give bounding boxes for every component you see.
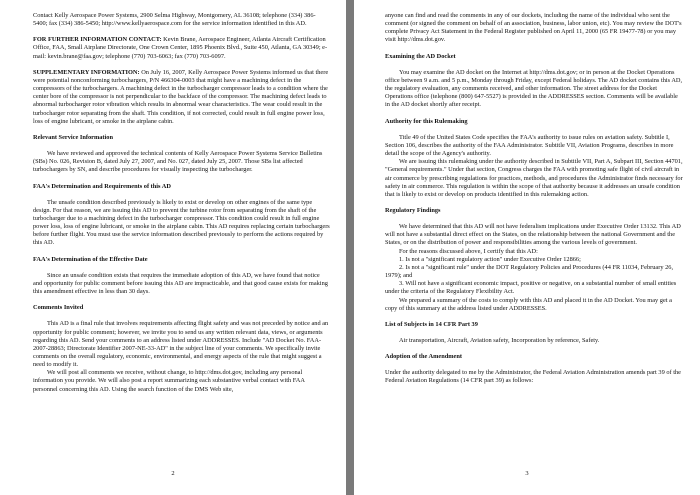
regulatory-item-1: 1. Is not a "significant regulatory action" under Executive Order 12866; — [399, 255, 581, 263]
examining-docket-heading: Examining the AD Docket — [385, 52, 456, 60]
supplementary-text: On July 16, 2007, Kelly Aerospace Power Systems informed us that there were potential nonconforming turbochargers, P/N 466304-0003 that might have a machining defect in the compressors of the turbochargers. A machining defect in the turbocharger compressor leads to a condition where the center bore of the compressor is not perpendicular to the backface of the compressor. The machining defect leads to abnormal turbocharger rotor vibration which results in abnormal wear characteristics. The wear could result in the turbocharger rotor separating from the shaft. This condition, if not corrected, could result in full engine power loss, loss of engine lubricant, or smoke in the airplane cabin. — [33, 68, 329, 125]
page-left-content — [33, 12, 330, 394]
regulatory-item-3: 3. Will not have a significant economic impact, positive or negative, on a substantial number of small entities under the criteria of the Regulatory Flexibility Act. — [385, 280, 677, 296]
subjects-paragraph: Air transportation, Aircraft, Aviation safety, Incorporation by reference, Safety. — [399, 337, 600, 344]
effective-date-paragraph: Since an unsafe condition exists that requires the immediate adoption of this AD, we have found that notice and opportunity for public comment before issuing this AD are impracticable, and that good cause exists for making this amendment effective in less than 30 days. — [33, 271, 328, 296]
page-left — [0, 0, 346, 495]
regulatory-item-2: 2. Is not a "significant rule" under the DOT Regulatory Policies and Procedures (44 FR 11034, February 26, 1979); and — [385, 263, 674, 280]
relevant-service-paragraph: We have reviewed and approved the technical contents of Kelly Aerospace Power Systems Service Bulletins (SBs) No. 026, Revision B, dated July 27, 2007, and No. 027, dated July 25, 2007. Those SBs list affected turbochargers by SN, and describe procedures for visually inspecting the turbocharger. — [33, 150, 323, 174]
further-info-heading: FOR FURTHER INFORMATION CONTACT: — [33, 36, 162, 44]
authority-paragraph-1: Title 49 of the United States Code specifies the FAA's authority to issue rules on aviation safety. Subtitle I, Section 106, describes the authority of the FAA Administrator. Subtitle VII, Aviation Programs, describes in more detail the scope of the Agency's authority. — [385, 133, 674, 158]
supplementary-heading: SUPPLEMENTARY INFORMATION: — [33, 68, 140, 76]
regulatory-paragraph-summary: We prepared a summary of the costs to comply with this AD and placed it in the AD Docket. You may get a copy of this summary at the address listed under ADDRESSES. — [385, 296, 672, 312]
adoption-paragraph: Under the authority delegated to me by the Administrator, the Federal Aviation Administration amends part 39 of the Federal Aviation Regulations (14 CFR part 39) as follows: — [385, 369, 681, 385]
comments-paragraph-1: This AD is a final rule that involves requirements affecting flight safety and was not preceded by notice and an opportunity for public comment; however, we invite you to send us any written relevant data, views, or arguments regarding this AD. Send your comments to an address listed under ADDRESSES. Include "AD Docket No. FAA-2007-28863; Directorate Identifier 2007-NE-33-AD" in the subject line of your comments. We specifically invite comments on the overall regulatory, economic, environmental, and energy aspects of the rule that might suggest a need to modify it. — [33, 320, 329, 369]
supplementary-paragraph — [33, 69, 330, 126]
regulatory-paragraph-1: We have determined that this AD will not have federalism implications under Executive Order 13132. This AD will not have a substantial direct effect on the States, on the relationship between the national Government and the States, or on the distribution of power and responsibilities among the various levels of government. — [385, 223, 681, 247]
authority-paragraph-2: We are issuing this rulemaking under the authority described in Subtitle VII, Part A, Subpart III, Section 44701, "General requirements." Under that section, Congress charges the FAA with promoting safe flight of civil aircraft in air commerce by prescribing regulations for practices, methods, and procedures the Administrator finds necessary for safety in air commerce. This regulation is within the scope of that authority because it addresses an unsafe condition that is likely to exist or develop on products identified in this rulemaking action. — [385, 158, 683, 198]
relevant-service-heading: Relevant Service Information — [33, 133, 113, 141]
page-right-content — [385, 12, 684, 386]
further-info-text: Kevin Brane, Aerospace Engineer, Atlanta Aircraft Certification Office, FAA, Small Airplane Directorate, One Crown Center, 1895 Phoenix Blvd., Suite 450, Atlanta, GA 30349; e-mail: kevin.brane@faa.gov; telephone (770) 703-6063; fax (770) 703-6097. — [33, 36, 328, 60]
examining-docket-paragraph: You may examine the AD docket on the Internet at http://dms.dot.gov; or in person at the Docket Operations office between 9 a.m. and 5 p.m., Monday through Friday, except Federal holidays. The AD docket contains this AD, the regulatory evaluation, any comments received, and other information. The street address for the Docket Operations office (telephone (800) 647-5527) is provided in the ADDRESSES section. Comments will be available in the AD docket shortly after receipt. — [385, 68, 683, 109]
regulatory-findings-heading: Regulatory Findings — [385, 206, 441, 214]
authority-heading: Authority for this Rulemaking — [385, 117, 468, 125]
continued-paragraph: anyone can find and read the comments in any of our dockets, including the name of the individual who sent the comment (or signed the comment on behalf of an association, business, labor union, etc). You may review the DOT's complete Privacy Act Statement in the Federal Register published on April 11, 2000 (65 FR 19477-78) or you may visit http://dms.dot.gov. — [385, 12, 682, 44]
contact-paragraph: Contact Kelly Aerospace Power Systems, 2900 Selma Highway, Montgomery, AL 36108; telephone (334) 386-5400; fax (334) 386-5450; http://www.kellyaerospace.com for the service information identified in this AD. — [33, 12, 316, 28]
page-number: 2 — [171, 470, 175, 477]
comments-heading: Comments Invited — [33, 304, 84, 312]
page-number: 3 — [525, 470, 529, 477]
regulatory-paragraph-2: For the reasons discussed above, I certify that this AD: — [399, 247, 538, 255]
effective-date-heading: FAA's Determination of the Effective Date — [33, 255, 148, 263]
determination-heading: FAA's Determination and Requirements of this AD — [33, 182, 171, 190]
further-info-paragraph — [33, 36, 330, 60]
page-right — [354, 0, 700, 495]
adoption-heading: Adoption of the Amendment — [385, 353, 463, 361]
comments-paragraph-2: We will post all comments we receive, without change, to http://dms.dot.gov, including any personal information you provide. We will also post a report summarizing each substantive verbal contact with FAA personnel concerning this AD. Using the search function of the DMS Web site, — [33, 369, 305, 393]
subjects-heading: List of Subjects in 14 CFR Part 39 — [385, 320, 478, 328]
determination-paragraph: The unsafe condition described previously is likely to exist or develop on other engines of the same type design. For that reason, we are issuing this AD to prevent the turbine rotor from separating from the shaft of the turbocharger due to a machining defect in the turbocharger compressor. This condition could result in full engine power loss, loss of engine lubricant, or smoke in the airplane cabin. This AD requires replacing certain turbochargers before further flight. You must use the service information described previously to perform the actions required by this AD. — [33, 198, 330, 247]
